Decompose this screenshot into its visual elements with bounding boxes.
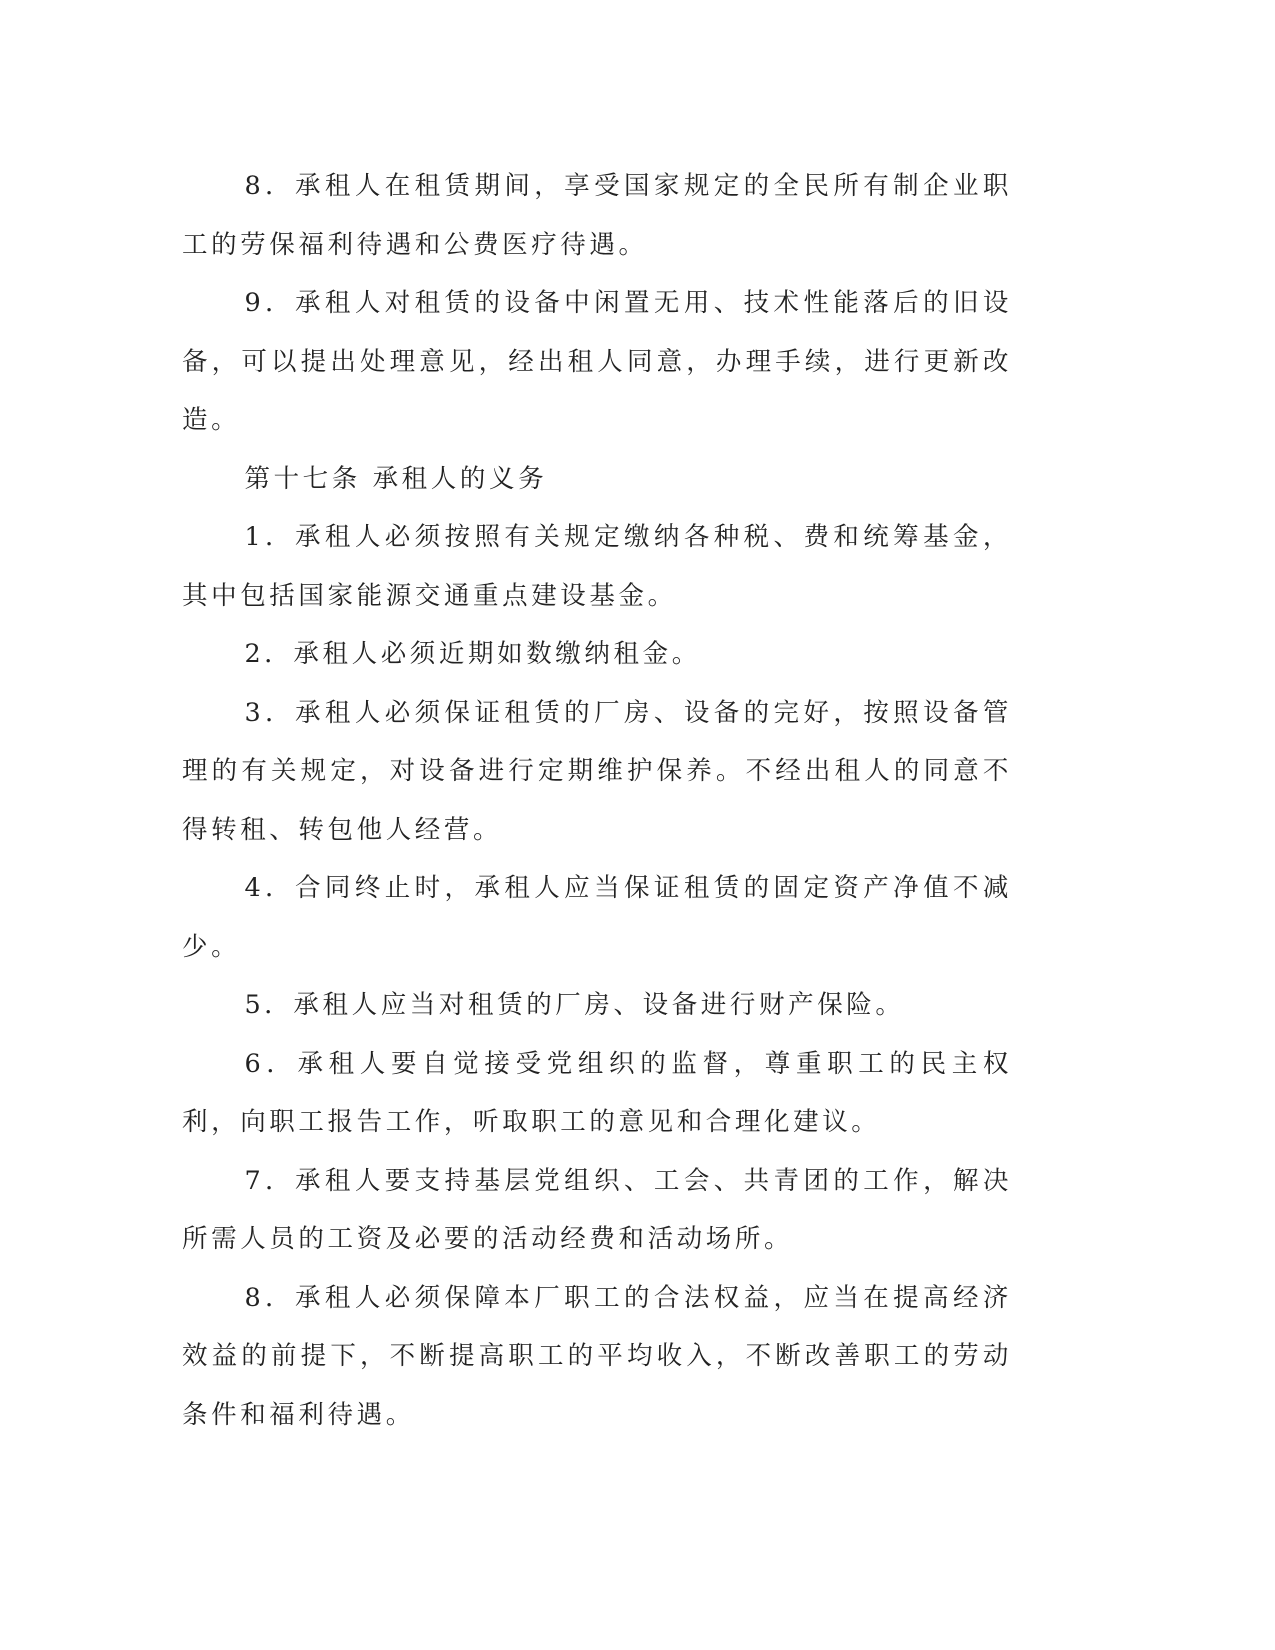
- paragraph-maintenance: 3．承租人必须保证租赁的厂房、设备的完好，按照设备管理的有关规定，对设备进行定期维护保养。不经出租人的同意不得转租、转包他人经营。: [182, 697, 1012, 845]
- paragraph-organizations: 7．承租人要支持基层党组织、工会、共青团的工作，解决所需人员的工资及必要的活动经费和活动场所。: [182, 1165, 1012, 1254]
- paragraph-rent: 2．承租人必须近期如数缴纳租金。: [244, 639, 701, 669]
- document-body: [182, 157, 1012, 1444]
- paragraph-supervision: 6．承租人要自觉接受党组织的监督，尊重职工的民主权利，向职工报告工作，听取职工的意见和合理化建议。: [182, 1048, 1012, 1137]
- paragraph-benefits: 8．承租人在租赁期间，享受国家规定的全民所有制企业职工的劳保福利待遇和公费医疗待遇。: [182, 171, 1012, 260]
- paragraph-equipment-renewal: 9．承租人对租赁的设备中闲置无用、技术性能落后的旧设备，可以提出处理意见，经出租人同意，办理手续，进行更新改造。: [182, 288, 1012, 435]
- article-heading: 第十七条 承租人的义务: [244, 463, 548, 494]
- paragraph-employee-rights: 8．承租人必须保障本厂职工的合法权益，应当在提高经济效益的前提下，不断提高职工的平均收入，不断改善职工的劳动条件和福利待遇。: [182, 1282, 1012, 1430]
- paragraph-insurance: 5．承租人应当对租赁的厂房、设备进行财产保险。: [244, 990, 905, 1020]
- paragraph-taxes: 1．承租人必须按照有关规定缴纳各种税、费和统筹基金，其中包括国家能源交通重点建设基金。: [182, 522, 1012, 611]
- paragraph-asset-value: 4．合同终止时，承租人应当保证租赁的固定资产净值不减少。: [182, 873, 1012, 962]
